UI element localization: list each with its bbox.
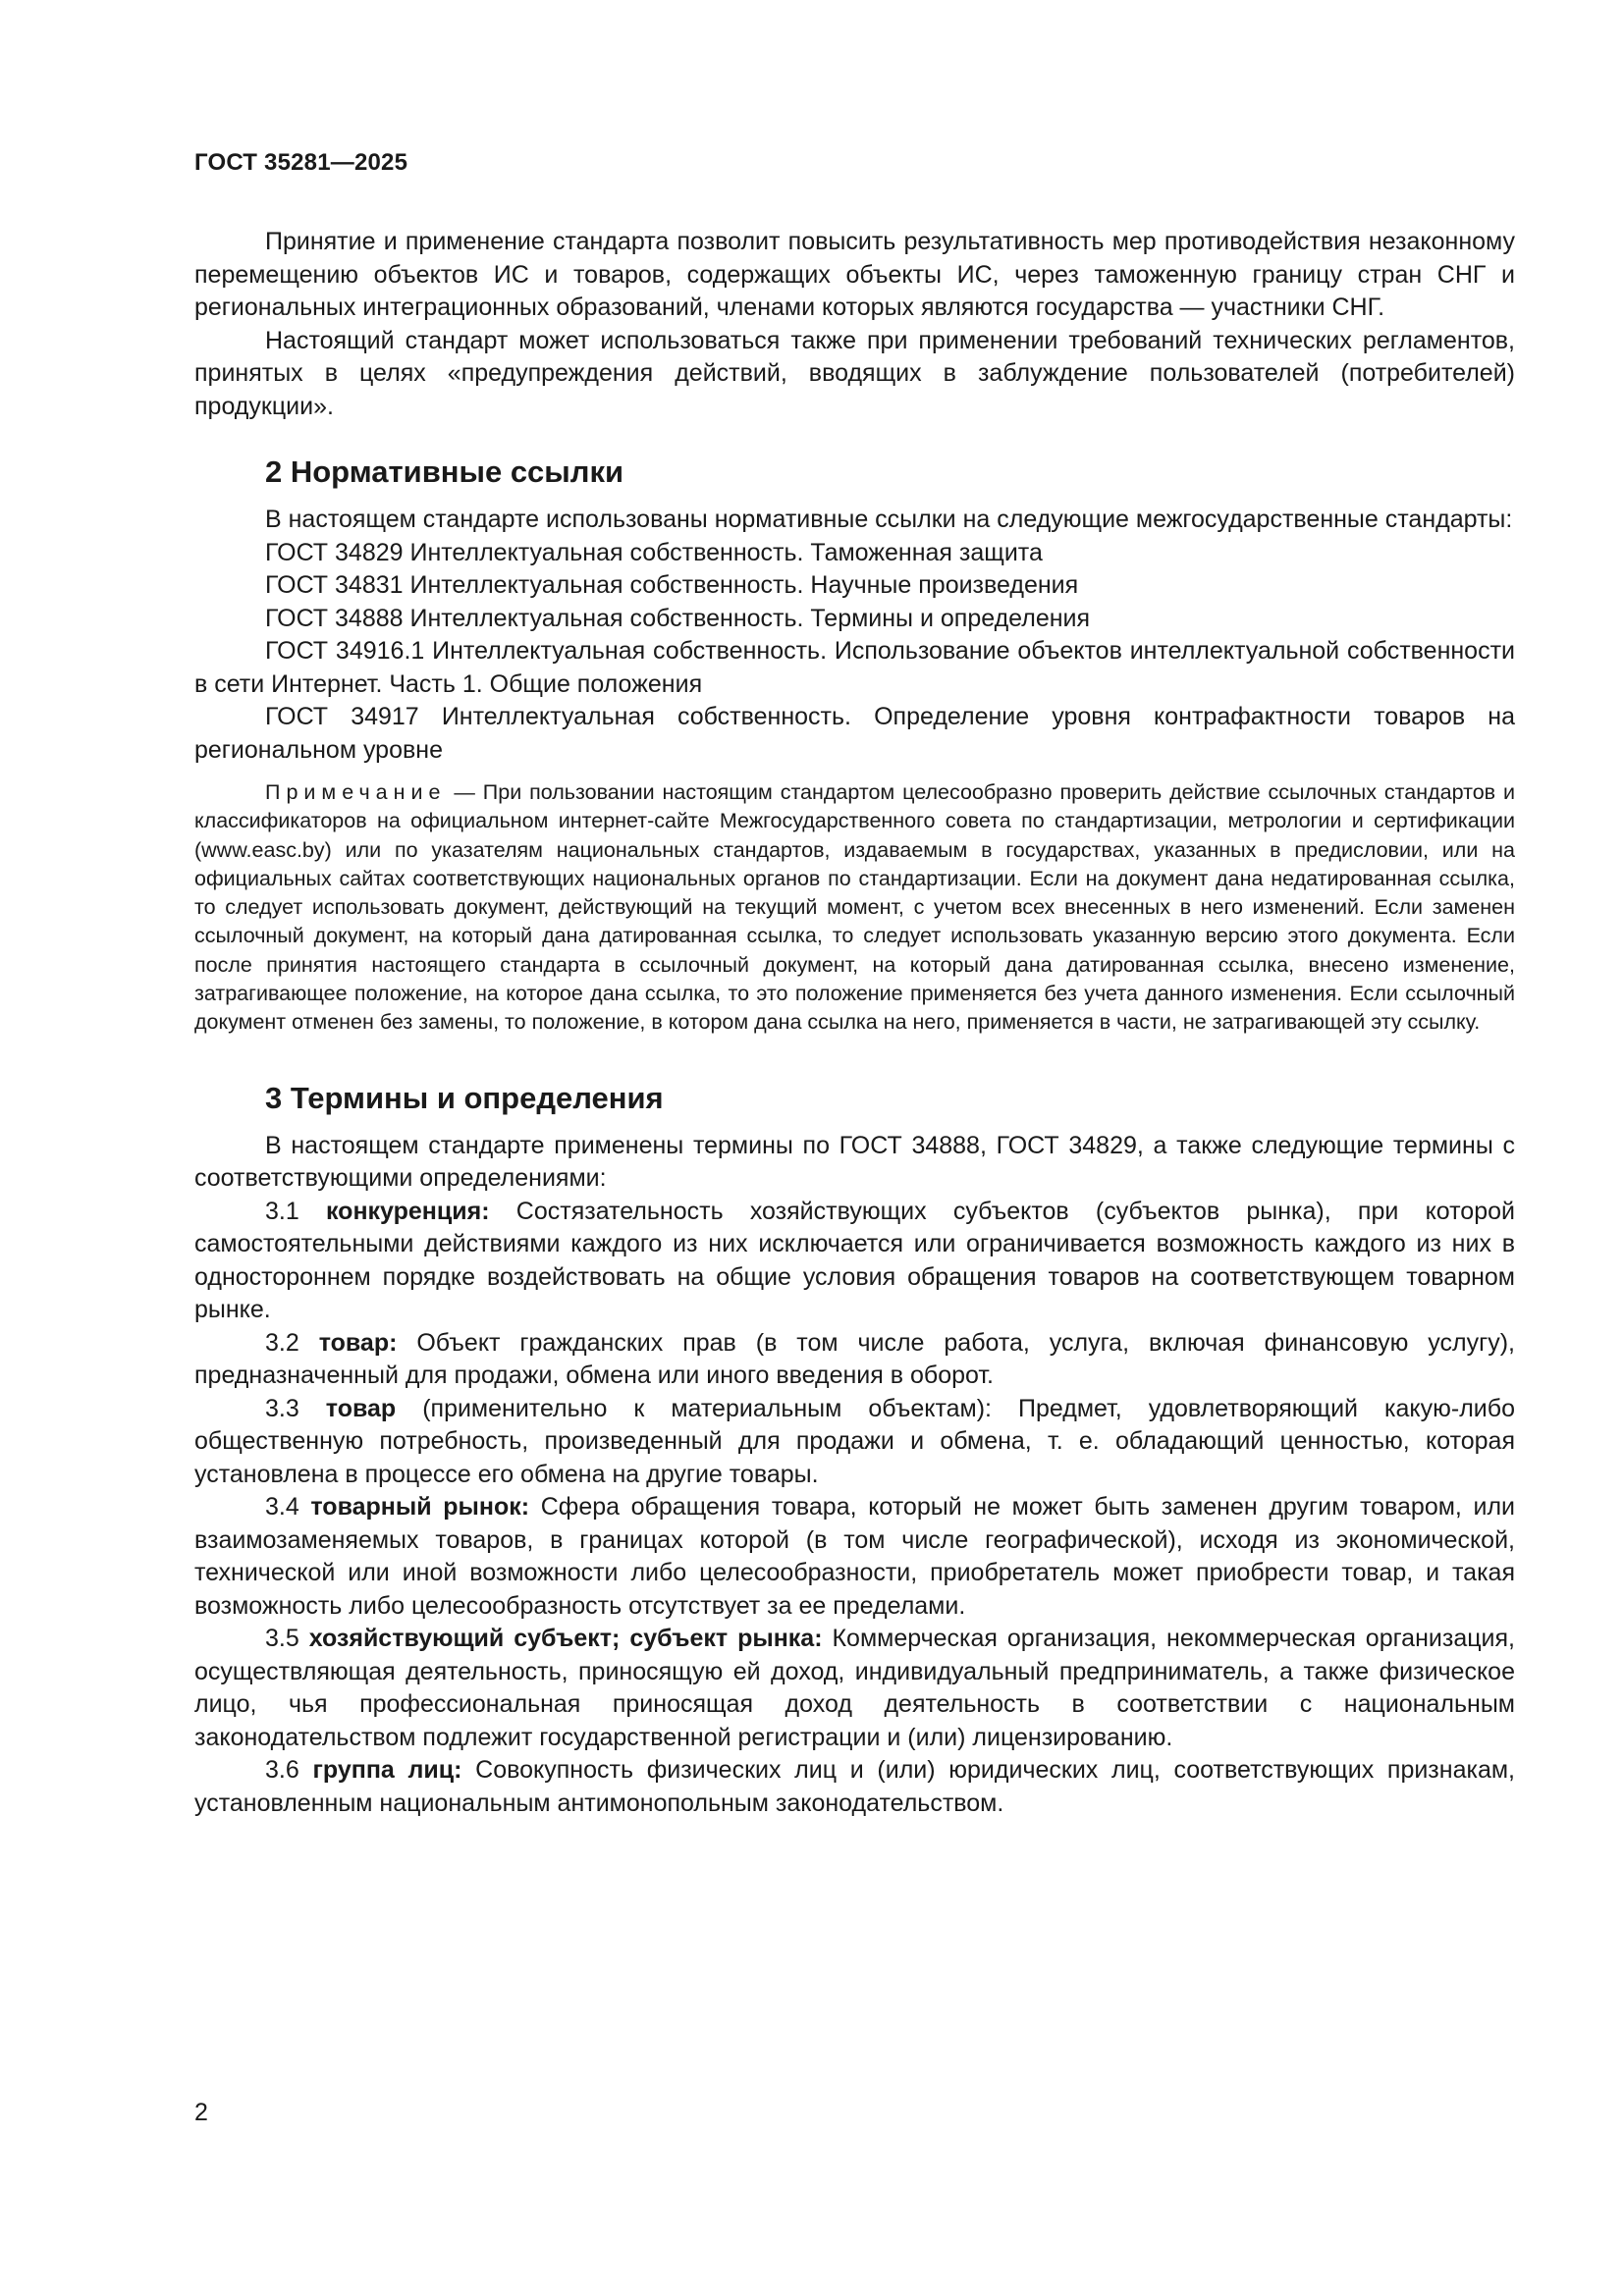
page-number: 2 [194, 2099, 208, 2126]
term-number: 3.1 [265, 1197, 326, 1225]
intro-paragraph-1: Принятие и применение стандарта позволит повысить результативность мер противодействия незаконному перемещению объектов ИС и товаров, содержащих объекты ИС, через таможенную границу стран СНГ и региональных интеграционных образований, членами которых являются государства — участники СНГ. [194, 228, 1515, 321]
normative-reference-1: ГОСТ 34829 Интеллектуальная собственность. Таможенная защита [265, 538, 1043, 566]
term-name: товар [325, 1394, 397, 1422]
section-3-intro: В настоящем стандарте применены термины по ГОСТ 34888, ГОСТ 34829, а также следующие термины с соответствующими определениями: [194, 1131, 1515, 1193]
term-definition-3-2 [194, 1327, 1515, 1393]
normative-reference-3: ГОСТ 34888 Интеллектуальная собственность. Термины и определения [265, 604, 1091, 632]
term-definition-3-4 [194, 1491, 1515, 1623]
term-definition-3-1 [194, 1196, 1515, 1327]
section-2-heading: 2 Нормативные ссылки [265, 454, 624, 489]
section-2-note [194, 778, 1515, 1038]
term-name: группа лиц: [312, 1756, 462, 1785]
term-number: 3.6 [265, 1756, 313, 1785]
intro-paragraph-2: Настоящий стандарт может использоваться также при применении требований технических регламентов, принятых в целях «предупреждения действий, вводящих в заблуждение пользователей (потребителей) продукции». [194, 326, 1515, 420]
section-2-intro: В настоящем стандарте использованы нормативные ссылки на следующие межгосударственные стандарты: [265, 506, 1513, 533]
term-name: хозяйствующий субъект; субъект рынка: [308, 1625, 823, 1653]
normative-reference-4: ГОСТ 34916.1 Интеллектуальная собственность. Использование объектов интеллектуальной собственности в сети Интернет. Часть 1. Общие положения [194, 637, 1515, 698]
term-name: товар: [318, 1328, 398, 1357]
term-number: 3.2 [265, 1328, 319, 1357]
term-number: 3.3 [265, 1394, 326, 1422]
note-text: — При пользовании настоящим стандартом целесообразно проверить действие ссылочных стандартов и классификаторов на официальном интернет-сайте Межгосударственного совета по стандартизации, метрологии и сертификации (www.easc.by) или по указателям национальных стандартов, издаваемым в государствах, указанных в предисловии, или на официальных сайтах соответствующих национальных органов по стандартизации. Если на документ дана недатированная ссылка, то следует использовать документ, действующий на текущий момент, с учетом всех внесенных в него изменений. Если заменен ссылочный документ, на который дана датированная ссылка, то следует использовать указанную версию этого документа. Если после принятия настоящего стандарта в ссылочный документ, на который дана датированная ссылка, внесено изменение, затрагивающее положение, на которое дана ссылка, то это положение применяется без учета данного изменения. Если ссылочный документ отменен без замены, то положение, в котором дана ссылка на него, применяется в части, не затрагивающей эту ссылку. [194, 780, 1515, 1035]
section-3-heading: 3 Термины и определения [265, 1080, 664, 1115]
normative-reference-5: ГОСТ 34917 Интеллектуальная собственность. Определение уровня контрафактности товаров на региональном уровне [194, 703, 1515, 764]
note-label: Примечание [265, 780, 447, 804]
term-definition-3-3 [194, 1393, 1515, 1492]
term-definition-text: (применительно к материальным объектам): Предмет, удовлетворяющий какую-либо общественную потребность, произведенный для продажи и обмена, т. е. обладающий ценностью, которая установлена в процессе его обмена на другие товары. [194, 1394, 1515, 1488]
document-body [194, 226, 1515, 1820]
term-definition-text: Объект гражданских прав (в том числе работа, услуга, включая финансовую услугу), предназначенный для продажи, обмена или иного введения в оборот. [194, 1328, 1515, 1390]
term-name: конкуренция: [325, 1197, 490, 1225]
term-name: товарный рынок: [310, 1493, 530, 1522]
normative-reference-2: ГОСТ 34831 Интеллектуальная собственность. Научные произведения [265, 571, 1079, 599]
term-definition-text: Состязательность хозяйствующих субъектов (субъектов рынка), при которой самостоятельными действиями каждого из них исключается или ограничивается возможность каждого из них в одностороннем порядке воздействовать на общие условия обращения товаров на соответствующем товарном рынке. [194, 1197, 1515, 1324]
document-header-id: ГОСТ 35281—2025 [194, 149, 408, 176]
term-definition-3-6 [194, 1754, 1515, 1820]
term-definition-3-5 [194, 1623, 1515, 1754]
term-definition-text: Сфера обращения товара, который не может быть заменен другим товаром, или взаимозаменяемых товаров, в границах которой (в том числе географической), исходя из экономической, технической или иной возможности либо целесообразности, приобретатель может приобрести товар, и такая возможность либо целесообразность отсутствует за ее пределами. [194, 1493, 1516, 1620]
term-definition-text: Коммерческая организация, некоммерческая организация, осуществляющая деятельность, приносящую ей доход, индивидуальный предприниматель, а также физическое лицо, чья профессиональная приносящая доход деятельность в соответствии с национальным законодательством подлежит государственной регистрации и (или) лицензированию. [194, 1625, 1515, 1751]
term-number: 3.5 [265, 1625, 309, 1653]
term-definition-text: Совокупность физических лиц и (или) юридических лиц, соответствующих признакам, установленным национальным антимонопольным законодательством. [194, 1756, 1516, 1817]
term-number: 3.4 [265, 1493, 311, 1522]
